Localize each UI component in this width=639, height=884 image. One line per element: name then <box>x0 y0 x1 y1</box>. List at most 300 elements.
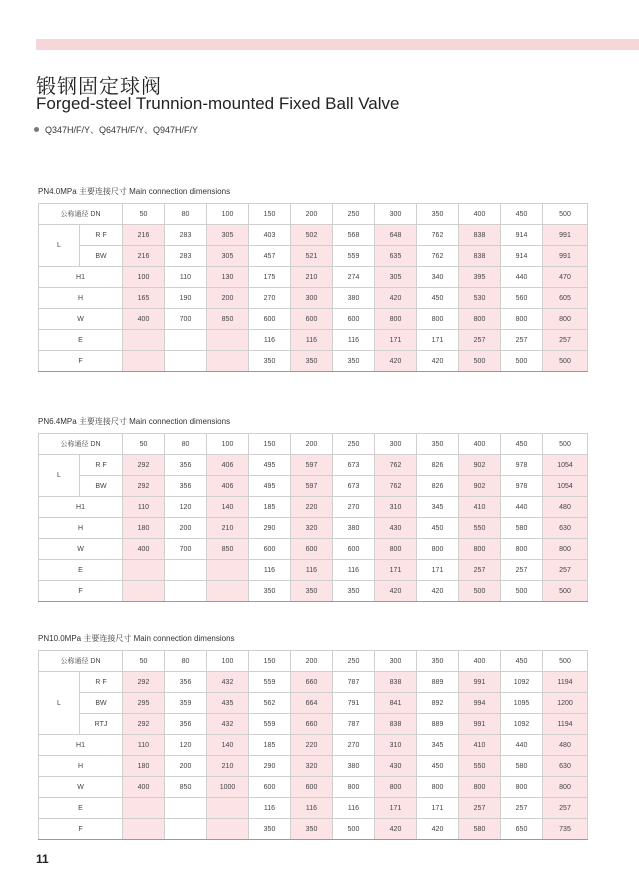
table-cell: 283 <box>165 225 207 246</box>
table-cell <box>123 798 165 819</box>
table-cell: 559 <box>333 246 375 267</box>
table-cell: 257 <box>459 798 501 819</box>
table-row <box>39 246 588 267</box>
table-cell: 630 <box>543 756 588 777</box>
table-cell: 110 <box>123 497 165 518</box>
dn-value: 150 <box>249 204 291 225</box>
header-bar <box>36 39 639 50</box>
table-cell: 171 <box>417 560 459 581</box>
dn-value: 200 <box>291 204 333 225</box>
table-cell: 432 <box>207 672 249 693</box>
table-cell: 450 <box>417 518 459 539</box>
table-cell: 257 <box>501 330 543 351</box>
table-cell: 210 <box>207 518 249 539</box>
table-cell: 500 <box>543 351 588 372</box>
row-label: H1 <box>39 267 123 288</box>
table-cell: 800 <box>543 777 588 798</box>
table-cell: 800 <box>417 309 459 330</box>
table-cell: 826 <box>417 455 459 476</box>
table-cell: 116 <box>333 560 375 581</box>
table-row <box>39 798 588 819</box>
table-cell: 762 <box>375 476 417 497</box>
table-cell: 1054 <box>543 455 588 476</box>
table-cell: 500 <box>459 581 501 602</box>
table-cell: 1194 <box>543 714 588 735</box>
table-cell: 403 <box>249 225 291 246</box>
row-label: F <box>39 351 123 372</box>
table-cell: 435 <box>207 693 249 714</box>
table-cell: 350 <box>249 351 291 372</box>
row-label: E <box>39 798 123 819</box>
table-cell: 597 <box>291 455 333 476</box>
table-row <box>39 756 588 777</box>
table-cell: 305 <box>207 225 249 246</box>
table-cell: 838 <box>375 714 417 735</box>
table-cell: 800 <box>375 539 417 560</box>
table-cell: 320 <box>291 518 333 539</box>
table-cell: 420 <box>375 351 417 372</box>
table-cell: 470 <box>543 267 588 288</box>
dn-value: 300 <box>375 434 417 455</box>
header-row <box>39 651 588 672</box>
row-label: E <box>39 330 123 351</box>
table-cell: 978 <box>501 455 543 476</box>
table-cell: 116 <box>249 330 291 351</box>
dn-value: 150 <box>249 651 291 672</box>
table-row <box>39 351 588 372</box>
table-cell: 838 <box>459 246 501 267</box>
row-label: W <box>39 777 123 798</box>
sub-label: BW <box>80 476 123 497</box>
table-title: PN4.0MPa 主要连接尺寸 Main connection dimensions <box>38 187 231 196</box>
table-cell: 650 <box>501 819 543 840</box>
table-cell: 664 <box>291 693 333 714</box>
table-row <box>39 476 588 497</box>
table-cell: 430 <box>375 756 417 777</box>
table-cell <box>207 351 249 372</box>
table-row <box>39 777 588 798</box>
table-cell: 550 <box>459 756 501 777</box>
table-cell: 600 <box>333 309 375 330</box>
table-cell: 171 <box>417 798 459 819</box>
dn-label: 公称通径 DN <box>39 651 123 672</box>
table-cell: 292 <box>123 455 165 476</box>
table-cell: 892 <box>417 693 459 714</box>
table-cell: 420 <box>375 288 417 309</box>
dn-value: 80 <box>165 434 207 455</box>
table-cell: 735 <box>543 819 588 840</box>
table-cell: 350 <box>333 351 375 372</box>
dn-value: 100 <box>207 651 249 672</box>
table-cell: 210 <box>207 756 249 777</box>
table-cell: 216 <box>123 246 165 267</box>
table-cell: 257 <box>543 330 588 351</box>
table-cell: 838 <box>459 225 501 246</box>
table-cell: 800 <box>417 777 459 798</box>
dn-value: 400 <box>459 651 501 672</box>
table-cell: 600 <box>333 539 375 560</box>
table-cell: 800 <box>375 309 417 330</box>
table-cell: 991 <box>543 225 588 246</box>
dn-value: 50 <box>123 651 165 672</box>
dn-value: 100 <box>207 434 249 455</box>
model-text: Q347H/F/Y、Q647H/F/Y、Q947H/F/Y <box>45 125 199 135</box>
table-row <box>39 735 588 756</box>
row-label: H <box>39 756 123 777</box>
table-cell: 420 <box>417 819 459 840</box>
row-label-l: L <box>39 455 80 497</box>
table-cell: 521 <box>291 246 333 267</box>
table-cell: 356 <box>165 714 207 735</box>
table-cell: 762 <box>417 246 459 267</box>
table-cell: 116 <box>291 798 333 819</box>
table-cell: 110 <box>123 735 165 756</box>
table-cell: 420 <box>375 819 417 840</box>
dn-value: 250 <box>333 204 375 225</box>
table-cell: 220 <box>291 735 333 756</box>
table-cell: 635 <box>375 246 417 267</box>
table-cell: 630 <box>543 518 588 539</box>
table-cell: 826 <box>417 476 459 497</box>
table-cell: 430 <box>375 518 417 539</box>
table-row <box>39 672 588 693</box>
table-title: PN10.0MPa 主要连接尺寸 Main connection dimensions <box>38 634 235 643</box>
table-cell: 762 <box>417 225 459 246</box>
table-cell: 270 <box>249 288 291 309</box>
table-cell: 116 <box>291 330 333 351</box>
dn-value: 80 <box>165 651 207 672</box>
dn-value: 200 <box>291 434 333 455</box>
table-title: PN6.4MPa 主要连接尺寸 Main connection dimensions <box>38 417 231 426</box>
dn-value: 400 <box>459 434 501 455</box>
table-cell: 978 <box>501 476 543 497</box>
table-cell: 380 <box>333 288 375 309</box>
table-row <box>39 267 588 288</box>
table-cell: 116 <box>291 560 333 581</box>
table-cell: 850 <box>207 539 249 560</box>
table-cell: 400 <box>123 539 165 560</box>
table-row <box>39 819 588 840</box>
table-cell: 600 <box>249 309 291 330</box>
table-cell: 800 <box>501 777 543 798</box>
table-cell: 648 <box>375 225 417 246</box>
table-cell: 480 <box>543 735 588 756</box>
dn-label: 公称通径 DN <box>39 204 123 225</box>
table-cell: 180 <box>123 756 165 777</box>
table-cell <box>207 819 249 840</box>
table-cell: 200 <box>165 756 207 777</box>
table-cell: 562 <box>249 693 291 714</box>
table-cell: 597 <box>291 476 333 497</box>
table-cell: 257 <box>543 560 588 581</box>
table-cell: 480 <box>543 497 588 518</box>
table-row <box>39 330 588 351</box>
table-cell: 410 <box>459 735 501 756</box>
table-cell: 200 <box>207 288 249 309</box>
table-cell <box>207 560 249 581</box>
table-cell <box>165 560 207 581</box>
table-cell: 800 <box>459 777 501 798</box>
table-cell: 283 <box>165 246 207 267</box>
table-cell: 300 <box>291 288 333 309</box>
dn-value: 50 <box>123 204 165 225</box>
table-cell: 345 <box>417 735 459 756</box>
table-cell: 440 <box>501 497 543 518</box>
table-cell: 350 <box>249 581 291 602</box>
table-cell <box>207 581 249 602</box>
table-cell: 800 <box>543 539 588 560</box>
table-cell: 345 <box>417 497 459 518</box>
table-cell: 140 <box>207 497 249 518</box>
table-cell: 406 <box>207 476 249 497</box>
header-row <box>39 434 588 455</box>
table-cell: 350 <box>291 581 333 602</box>
table-cell: 600 <box>291 777 333 798</box>
table-cell: 420 <box>417 581 459 602</box>
table-cell: 270 <box>333 735 375 756</box>
table-cell: 356 <box>165 455 207 476</box>
table-cell: 450 <box>417 756 459 777</box>
table-cell: 356 <box>165 476 207 497</box>
row-label: H1 <box>39 497 123 518</box>
table-cell: 580 <box>501 756 543 777</box>
table-cell: 500 <box>459 351 501 372</box>
table-cell: 440 <box>501 735 543 756</box>
table-cell: 605 <box>543 288 588 309</box>
table-cell: 800 <box>459 309 501 330</box>
row-label: W <box>39 309 123 330</box>
dn-value: 50 <box>123 434 165 455</box>
table-row <box>39 455 588 476</box>
table-cell <box>123 581 165 602</box>
table-cell: 500 <box>501 351 543 372</box>
sub-label: BW <box>80 246 123 267</box>
dn-value: 80 <box>165 204 207 225</box>
table-cell: 290 <box>249 756 291 777</box>
row-label-l: L <box>39 225 80 267</box>
table-cell: 550 <box>459 518 501 539</box>
table-cell: 800 <box>543 309 588 330</box>
table-cell: 274 <box>333 267 375 288</box>
table-cell: 673 <box>333 455 375 476</box>
dn-value: 100 <box>207 204 249 225</box>
table-cell: 395 <box>459 267 501 288</box>
table-cell: 171 <box>375 330 417 351</box>
table-row <box>39 288 588 309</box>
table-cell: 800 <box>417 539 459 560</box>
table-cell <box>165 581 207 602</box>
table-cell: 1095 <box>501 693 543 714</box>
table-cell: 350 <box>291 351 333 372</box>
table-cell: 902 <box>459 476 501 497</box>
table-cell: 356 <box>165 672 207 693</box>
row-label: H1 <box>39 735 123 756</box>
table-cell: 902 <box>459 455 501 476</box>
table-cell: 257 <box>543 798 588 819</box>
dn-value: 300 <box>375 651 417 672</box>
header-row <box>39 204 588 225</box>
table-cell: 320 <box>291 756 333 777</box>
table-cell: 850 <box>207 309 249 330</box>
table-row <box>39 225 588 246</box>
row-label: H <box>39 518 123 539</box>
dn-value: 250 <box>333 434 375 455</box>
table-cell: 110 <box>165 267 207 288</box>
table-cell: 380 <box>333 756 375 777</box>
table-cell: 800 <box>375 777 417 798</box>
table-cell: 116 <box>249 560 291 581</box>
table-cell: 600 <box>291 309 333 330</box>
table-cell: 420 <box>375 581 417 602</box>
table-cell: 800 <box>459 539 501 560</box>
table-row <box>39 714 588 735</box>
row-label: W <box>39 539 123 560</box>
table-cell: 1000 <box>207 777 249 798</box>
table-row <box>39 581 588 602</box>
table-cell: 559 <box>249 714 291 735</box>
table-cell: 292 <box>123 476 165 497</box>
table-cell: 800 <box>501 539 543 560</box>
table-cell: 180 <box>123 518 165 539</box>
table-cell: 502 <box>291 225 333 246</box>
dn-value: 150 <box>249 434 291 455</box>
table-cell: 762 <box>375 455 417 476</box>
table-cell: 600 <box>291 539 333 560</box>
table-cell: 175 <box>249 267 291 288</box>
dn-value: 350 <box>417 204 459 225</box>
table-cell: 171 <box>375 798 417 819</box>
sub-label: R F <box>80 672 123 693</box>
table-cell: 495 <box>249 455 291 476</box>
table-cell: 580 <box>459 819 501 840</box>
table-cell: 700 <box>165 309 207 330</box>
table-cell: 116 <box>333 798 375 819</box>
dn-value: 500 <box>543 204 588 225</box>
row-label: F <box>39 581 123 602</box>
table-cell: 257 <box>501 560 543 581</box>
table-cell: 700 <box>165 539 207 560</box>
table-cell <box>165 351 207 372</box>
table-cell: 171 <box>375 560 417 581</box>
table-cell: 440 <box>501 267 543 288</box>
table-cell: 850 <box>165 777 207 798</box>
table-cell: 530 <box>459 288 501 309</box>
table-cell: 210 <box>291 267 333 288</box>
table-cell: 500 <box>333 819 375 840</box>
table-cell <box>123 560 165 581</box>
table-cell: 580 <box>501 518 543 539</box>
table-row <box>39 309 588 330</box>
table-cell: 340 <box>417 267 459 288</box>
table-cell: 310 <box>375 497 417 518</box>
page-title-en: Forged-steel Trunnion-mounted Fixed Ball Valve <box>36 94 400 113</box>
table-cell: 1092 <box>501 714 543 735</box>
table-cell: 290 <box>249 518 291 539</box>
table-cell: 216 <box>123 225 165 246</box>
table-cell: 432 <box>207 714 249 735</box>
row-label: F <box>39 819 123 840</box>
dn-value: 350 <box>417 434 459 455</box>
dn-value: 450 <box>501 434 543 455</box>
table-cell <box>123 819 165 840</box>
table-row <box>39 693 588 714</box>
table-cell: 495 <box>249 476 291 497</box>
table-cell: 410 <box>459 497 501 518</box>
table-cell: 889 <box>417 672 459 693</box>
row-label-l: L <box>39 672 80 735</box>
table-cell: 310 <box>375 735 417 756</box>
table-cell: 171 <box>417 330 459 351</box>
table-cell <box>165 819 207 840</box>
table-cell: 500 <box>543 581 588 602</box>
table-cell: 190 <box>165 288 207 309</box>
dn-label: 公称通径 DN <box>39 434 123 455</box>
row-label: E <box>39 560 123 581</box>
table-cell: 787 <box>333 672 375 693</box>
table-cell: 568 <box>333 225 375 246</box>
table-cell <box>207 798 249 819</box>
table-cell <box>165 798 207 819</box>
table-cell: 1054 <box>543 476 588 497</box>
table-cell: 305 <box>207 246 249 267</box>
dn-value: 200 <box>291 651 333 672</box>
table-cell: 257 <box>459 560 501 581</box>
table-cell: 673 <box>333 476 375 497</box>
table-cell: 120 <box>165 735 207 756</box>
table-row <box>39 518 588 539</box>
table-cell: 406 <box>207 455 249 476</box>
table-cell: 991 <box>459 672 501 693</box>
table-row <box>39 539 588 560</box>
page-title-cn: 锻钢固定球阀 <box>36 74 162 98</box>
dn-value: 500 <box>543 434 588 455</box>
dn-value: 250 <box>333 651 375 672</box>
dimension-table <box>38 433 588 602</box>
row-label: H <box>39 288 123 309</box>
dimension-table <box>38 203 588 372</box>
table-cell <box>123 351 165 372</box>
table-cell: 559 <box>249 672 291 693</box>
table-cell: 200 <box>165 518 207 539</box>
table-cell: 841 <box>375 693 417 714</box>
table-cell: 350 <box>249 819 291 840</box>
dimension-table <box>38 650 588 840</box>
sub-label: BW <box>80 693 123 714</box>
table-cell: 350 <box>333 581 375 602</box>
table-cell: 800 <box>333 777 375 798</box>
table-cell: 350 <box>291 819 333 840</box>
table-cell <box>123 330 165 351</box>
table-cell: 165 <box>123 288 165 309</box>
table-cell: 500 <box>501 581 543 602</box>
table-cell: 295 <box>123 693 165 714</box>
table-cell: 991 <box>459 714 501 735</box>
table-cell: 889 <box>417 714 459 735</box>
table-cell: 400 <box>123 777 165 798</box>
sub-label: R F <box>80 455 123 476</box>
table-cell <box>165 330 207 351</box>
table-cell: 292 <box>123 672 165 693</box>
table-row <box>39 497 588 518</box>
table-cell: 787 <box>333 714 375 735</box>
table-cell: 270 <box>333 497 375 518</box>
table-cell: 600 <box>249 539 291 560</box>
table-row <box>39 560 588 581</box>
table-cell: 800 <box>501 309 543 330</box>
dn-value: 500 <box>543 651 588 672</box>
table-cell: 380 <box>333 518 375 539</box>
table-cell: 130 <box>207 267 249 288</box>
